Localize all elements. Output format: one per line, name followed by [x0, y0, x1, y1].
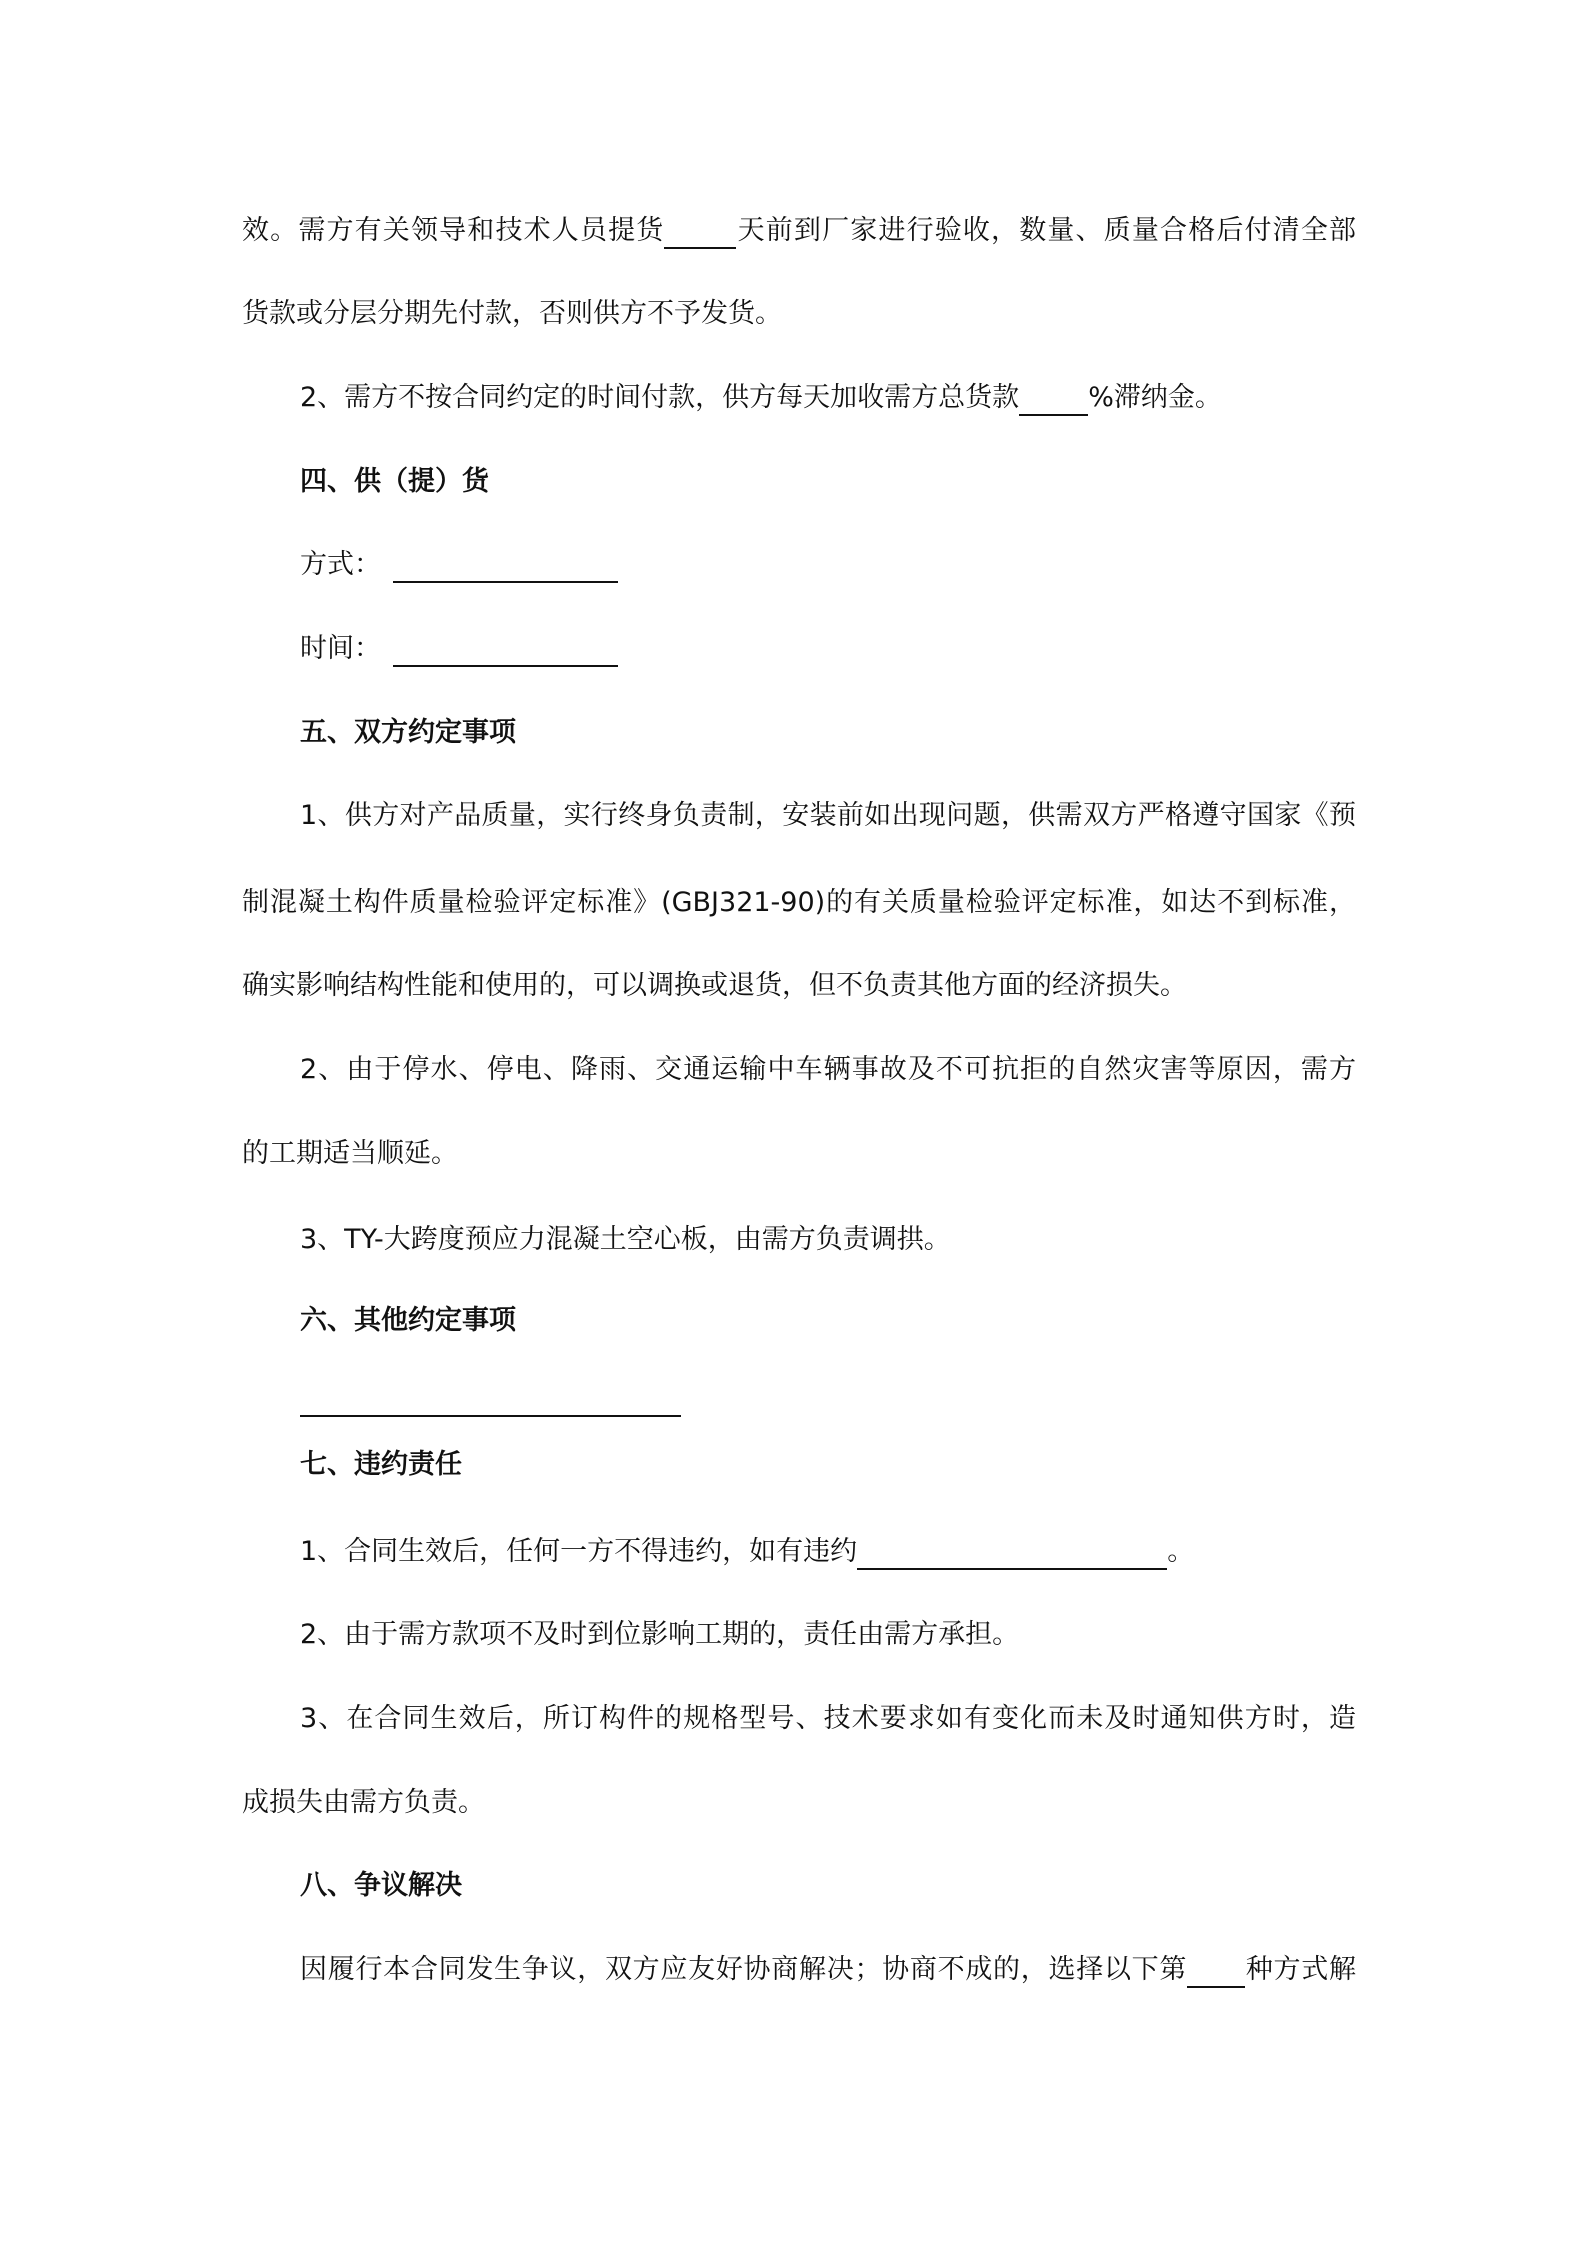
delivery-time [300, 631, 618, 667]
label: 方式： [300, 549, 381, 580]
section-heading-5: 五、双方约定事项 [300, 717, 516, 748]
text: 1、合同生效后，任何一方不得违约，如有违约 [300, 1536, 858, 1567]
paragraph-line: 制混凝土构件质量检验评定标准》(GBJ321-90)的有关质量检验评定标准，如达不到标准， [242, 887, 1356, 918]
blank-penalty-percent-field[interactable] [1019, 384, 1088, 416]
text: 因履行本合同发生争议，双方应友好协商解决；协商不成的，选择以下第 [300, 1954, 1188, 1985]
paragraph-line: 2、由于停水、停电、降雨、交通运输中车辆事故及不可抗拒的自然灾害等原因，需方 [300, 1054, 1356, 1085]
text: 天前到厂家进行验收，数量、质量合格后付清全部 [736, 215, 1357, 246]
other-terms-field[interactable] [300, 1415, 681, 1417]
clause-7-1 [300, 1534, 1194, 1570]
paragraph-line: 确实影响结构性能和使用的，可以调换或退货，但不负责其他方面的经济损失。 [242, 970, 1187, 1001]
dispute-method-field[interactable] [1187, 1956, 1245, 1988]
section-heading-6: 六、其他约定事项 [300, 1305, 516, 1336]
paragraph-line: 成损失由需方负责。 [242, 1787, 485, 1818]
paragraph-line: 3、TY-大跨度预应力混凝土空心板，由需方负责调拱。 [300, 1224, 951, 1255]
section-heading-4: 四、供（提）货 [300, 466, 489, 497]
text: %滞纳金。 [1088, 382, 1222, 413]
paragraph-line: 3、在合同生效后，所订构件的规格型号、技术要求如有变化而未及时通知供方时，造 [300, 1703, 1356, 1734]
text: 效。需方有关领导和技术人员提货 [242, 215, 665, 246]
section-heading-8: 八、争议解决 [300, 1870, 462, 1901]
time-field[interactable] [393, 635, 618, 667]
clause-3-2 [300, 380, 1222, 416]
label: 时间： [300, 633, 381, 664]
paragraph-line: 2、由于需方款项不及时到位影响工期的，责任由需方承担。 [300, 1619, 1020, 1650]
blank-days-field[interactable] [664, 217, 736, 249]
delivery-method [300, 547, 618, 583]
method-field[interactable] [393, 551, 618, 583]
clause-8 [300, 1952, 1356, 1988]
breach-field[interactable] [857, 1538, 1167, 1570]
paragraph-line: 货款或分层分期先付款，否则供方不予发货。 [242, 298, 782, 329]
paragraph-line: 1、供方对产品质量，实行终身负责制，安装前如出现问题，供需双方严格遵守国家《预 [300, 800, 1356, 831]
text: 2、需方不按合同约定的时间付款，供方每天加收需方总货款 [300, 382, 1020, 413]
paragraph-line: 的工期适当顺延。 [242, 1138, 458, 1169]
paragraph-line [242, 213, 1356, 249]
section-heading-7: 七、违约责任 [300, 1449, 462, 1480]
text: 种方式解 [1245, 1954, 1356, 1985]
text: 。 [1167, 1536, 1195, 1567]
